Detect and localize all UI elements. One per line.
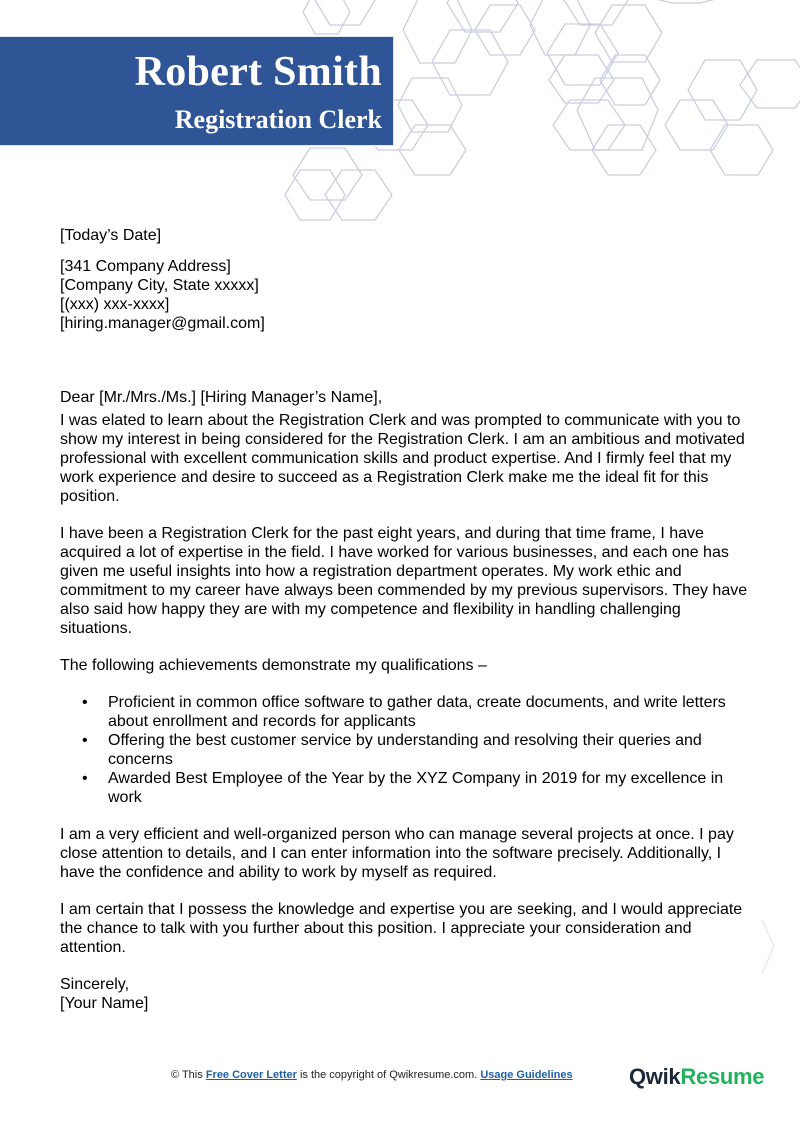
letter-date: [Today’s Date] — [60, 227, 162, 244]
paragraph-closing: I am certain that I possess the knowledge and expertise you are seeking, and I would appreciate the chance to talk with you further about this position. I appreciate your consideration and attention. — [60, 901, 743, 956]
recipient-block — [60, 257, 750, 333]
cover-letter-body — [60, 226, 750, 1013]
logo-part-resume: Resume — [680, 1064, 765, 1089]
logo-part-qwik: Qwik — [629, 1064, 681, 1089]
paragraph-achievements-intro: The following achievements demonstrate my qualifications – — [60, 657, 487, 674]
bullet-icon: • — [82, 770, 88, 787]
recipient-phone: [(xxx) xxx-xxxx] — [60, 296, 170, 313]
achievement-text: Proficient in common office software to gather data, create documents, and write letters about enrollment and records for applicants — [108, 694, 726, 730]
achievement-item — [60, 731, 750, 769]
qwikresume-logo[interactable] — [629, 1064, 764, 1090]
achievement-item — [60, 693, 750, 731]
copyright-prefix: © This — [171, 1069, 206, 1081]
chevron-right-decoration-icon — [758, 918, 778, 978]
recipient-email: [hiring.manager@gmail.com] — [60, 315, 265, 332]
achievements-list — [60, 693, 750, 807]
copyright-middle: is the copyright of Qwikresume.com. — [296, 1069, 481, 1081]
paragraph-qualities: I am a very efficient and well-organized person who can manage several projects at once. I pay close attention to details, and I can enter information into the software precisely. Additionally, I have the confidence and ability to work by myself as required. — [60, 826, 734, 881]
usage-guidelines-link[interactable]: Usage Guidelines — [480, 1069, 573, 1081]
applicant-job-title: Registration Clerk — [174, 105, 382, 134]
achievement-text: Offering the best customer service by understanding and resolving their queries and concerns — [108, 732, 702, 768]
signature: [Your Name] — [60, 995, 149, 1012]
recipient-address: [341 Company Address] — [60, 258, 231, 275]
recipient-city-state: [Company City, State xxxxx] — [60, 277, 259, 294]
applicant-name: Robert Smith — [134, 49, 382, 95]
achievement-text: Awarded Best Employee of the Year by the XYZ Company in 2019 for my excellence in work — [108, 770, 724, 806]
paragraph-intro: I was elated to learn about the Registration Clerk and was prompted to communicate with you to show my interest in being considered for the Registration Clerk. I am an ambitious and motivated professional with excellent communication skills and product expertise. And I firmly feel that my work experience and desire to succeed as a Registration Clerk make me the ideal fit for this position. — [60, 412, 745, 505]
copyright-notice — [171, 1069, 573, 1081]
achievement-item — [60, 769, 750, 807]
free-cover-letter-link[interactable]: Free Cover Letter — [205, 1069, 297, 1081]
salutation: Dear [Mr./Mrs./Ms.] [Hiring Manager’s Name], — [60, 389, 383, 406]
paragraph-experience: I have been a Registration Clerk for the past eight years, and during that time frame, I have acquired a lot of expertise in the field. I have worked for various businesses, and each one has given me useful insights into how a registration department operates. My work ethic and commitment to my career have always been commended by my previous supervisors. They have also said how happy they are with my competence and flexibility in handling challenging situations. — [60, 525, 748, 637]
bullet-icon: • — [82, 732, 88, 749]
sign-off: Sincerely, — [60, 976, 130, 993]
bullet-icon: • — [82, 694, 88, 711]
header-banner — [0, 37, 393, 145]
